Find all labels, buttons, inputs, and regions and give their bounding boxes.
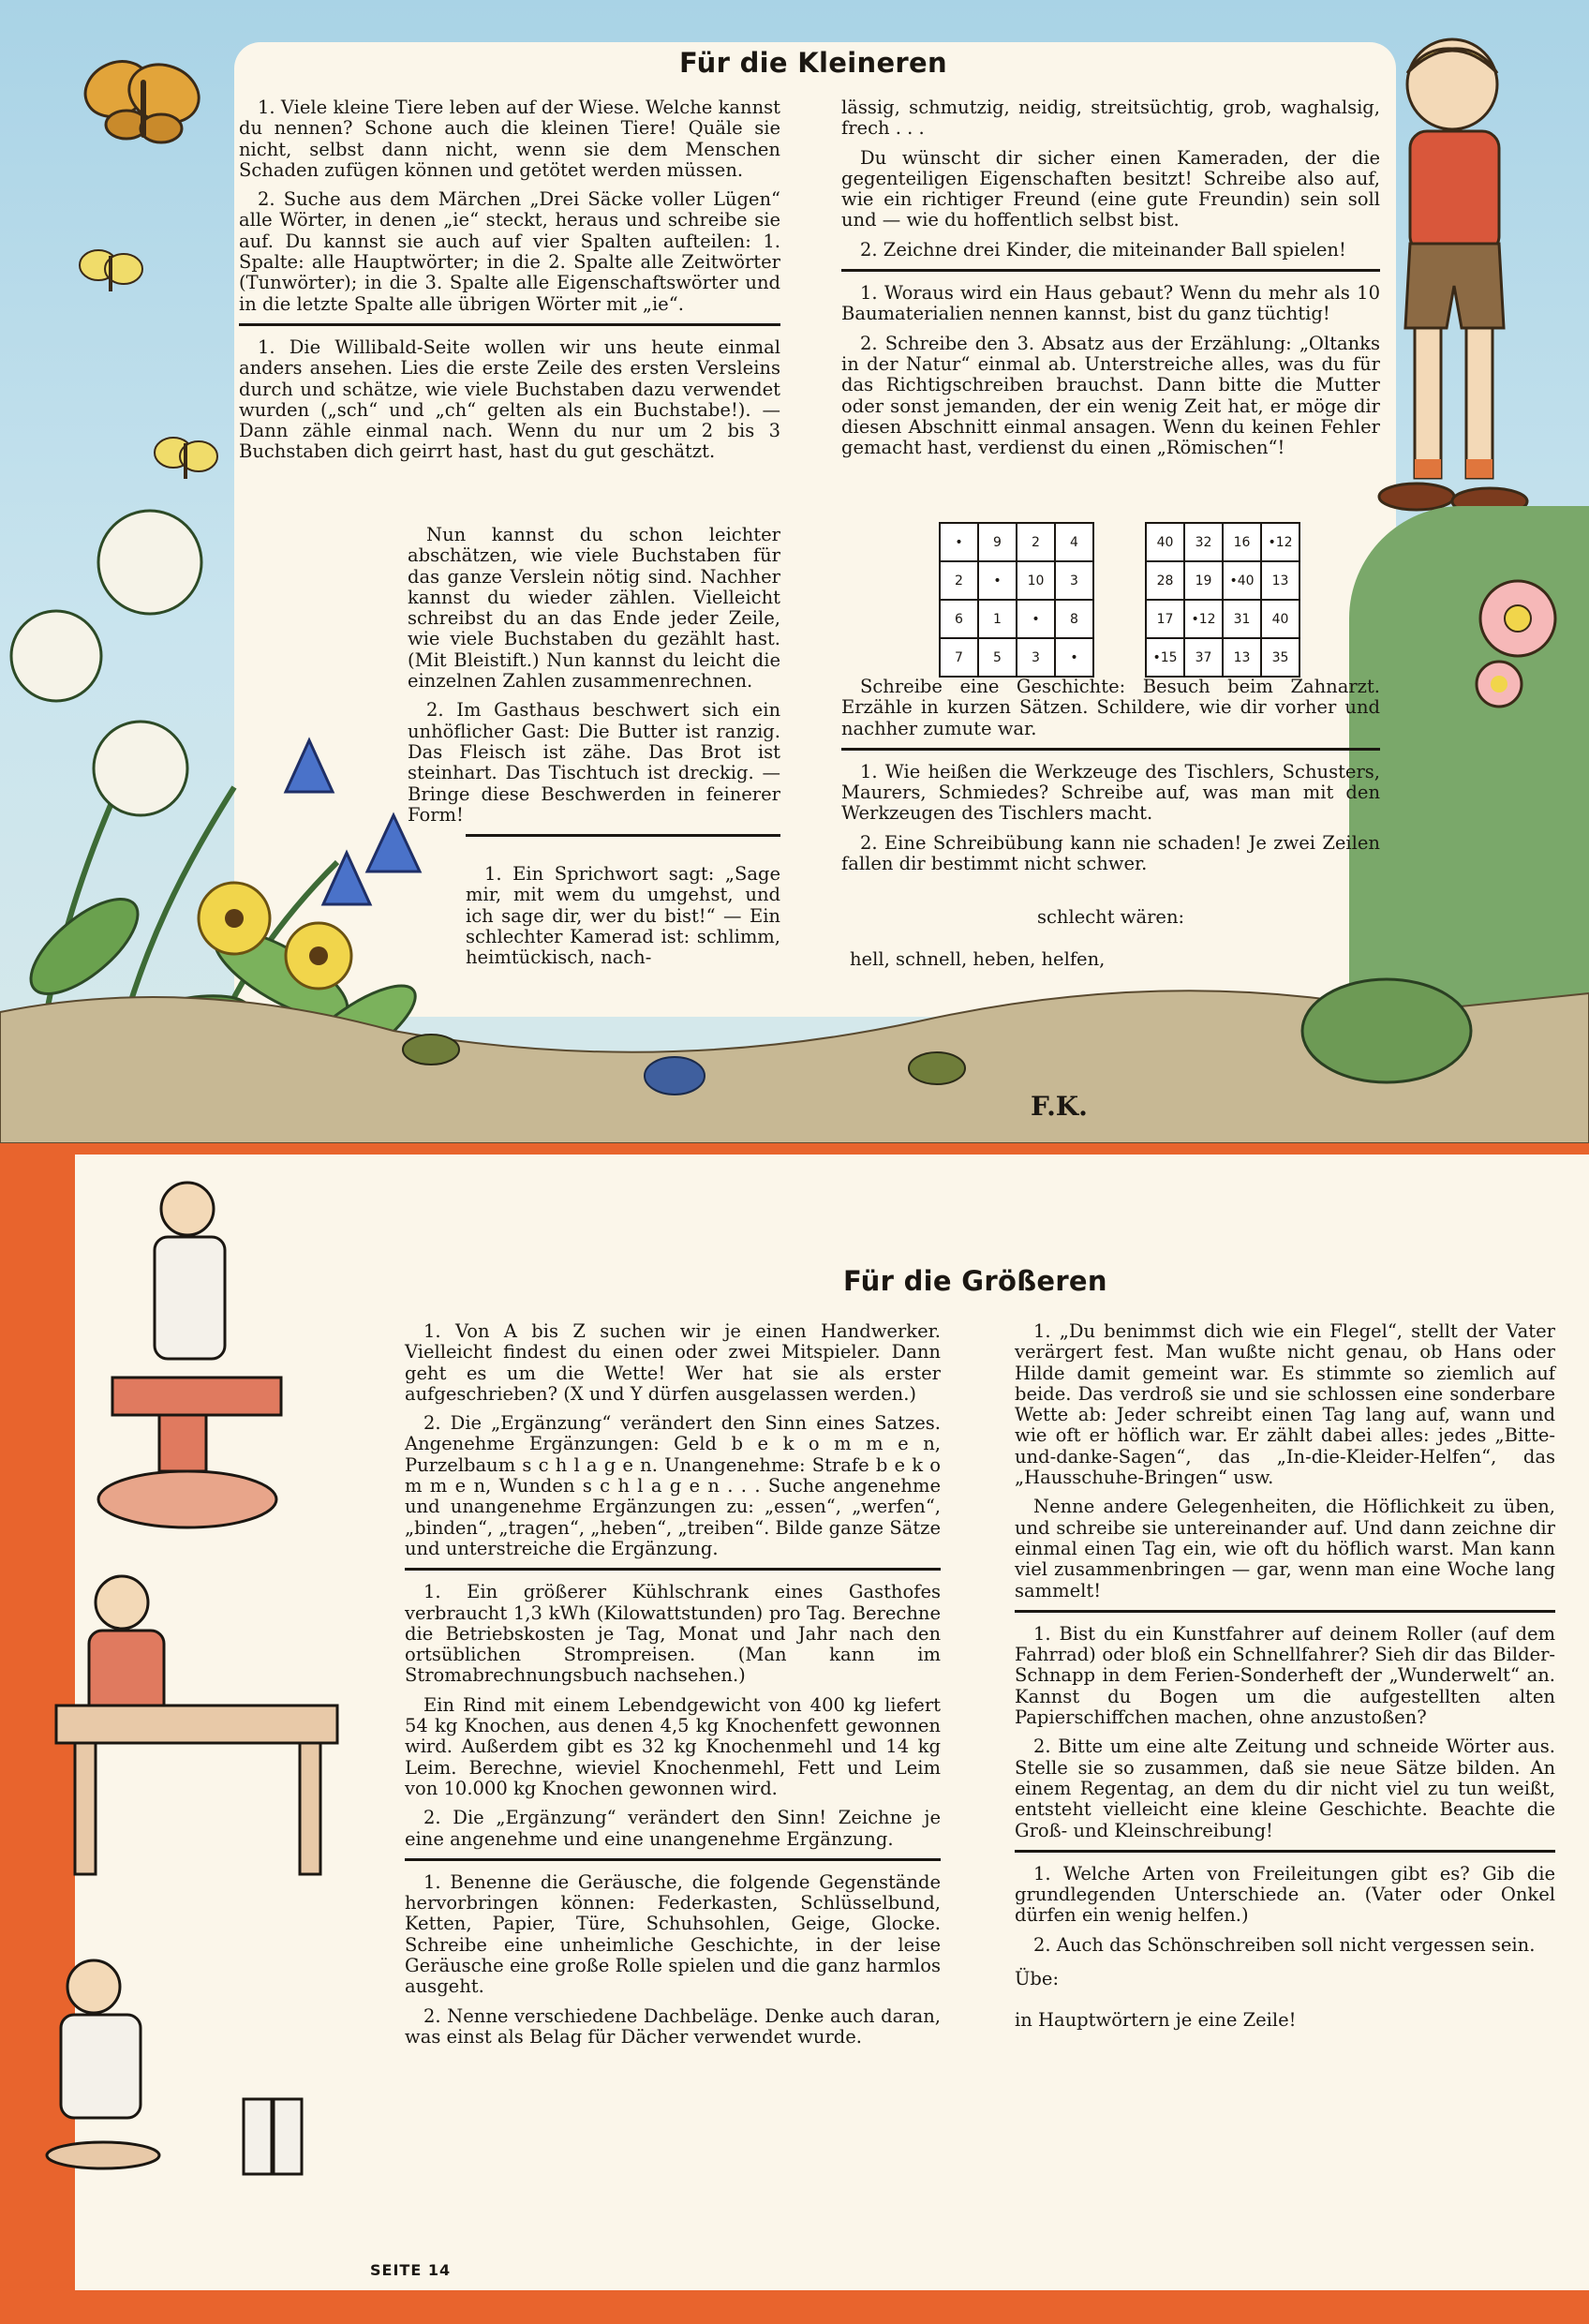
grid-cell: 31 bbox=[1223, 600, 1261, 638]
task-paragraph: Schreibe eine Geschichte: Besuch beim Zahnarzt. Erzähle in kurzen Sätzen. Schildere, wie dir vorher und nachher zumute war. bbox=[841, 676, 1380, 739]
artist-signature: F.K. bbox=[1031, 1091, 1088, 1122]
task-paragraph: 1. Benenne die Geräusche, die folgende Gegenstände hervorbringen können: Federkasten, Schlüsselbund, Ketten, Papier, Türe, Schuhsohlen, Geige, Glocke. Schreibe eine unheimliche Geschichte, in der leise Geräusche eine große Rolle spielen und die ganz harmlos ausgeht. bbox=[405, 1870, 941, 1998]
grid-cell: 10 bbox=[1017, 561, 1055, 600]
section-title-kleinere: Für die Kleineren bbox=[679, 47, 947, 79]
task-paragraph: 1. Von A bis Z suchen wir je einen Handwerker. Vielleicht findest du einen oder zwei Mitspieler. Dann geht es um die Wette! Wer hat sie als erster aufgeschrieben? (X und Y dürfen ausgelassen werden.) bbox=[405, 1320, 941, 1405]
task-paragraph: 1. Welche Arten von Freileitungen gibt es? Gib die grundlegenden Unterschiede an. (Vater oder Onkel dürfen ein wenig helfen.) bbox=[1015, 1862, 1555, 1927]
section-divider bbox=[466, 834, 780, 837]
writing-exercise-words: hell, schnell, heben, helfen, bbox=[850, 948, 1106, 970]
bottom-left-column bbox=[405, 1321, 941, 2056]
section-title-groessere: Für die Größeren bbox=[843, 1265, 1107, 1297]
task-paragraph: 2. Auch das Schönschreiben soll nicht vergessen sein. bbox=[1033, 1933, 1536, 1956]
grid-cell: 2 bbox=[1017, 523, 1055, 561]
section-divider bbox=[841, 269, 1380, 272]
top-right-column bbox=[841, 97, 1380, 467]
section-divider bbox=[405, 1568, 941, 1571]
task-paragraph: 1. Ein Sprichwort sagt: „Sage mir, mit wem du umgehst, und ich sage dir, wer du bist!“ — Ein schlechter Kamerad ist: schlimm, heimtückisch, nach- bbox=[466, 863, 780, 969]
task-paragraph: 1. Wie heißen die Werkzeuge des Tischlers, Schusters, Maurers, Schmiedes? Schreibe auf, was man mit den Werkzeugen des Tischlers macht. bbox=[841, 760, 1380, 825]
grid-cell: 3 bbox=[1055, 561, 1093, 600]
grid-cell: 1 bbox=[978, 600, 1017, 638]
grid-cell: • bbox=[940, 523, 978, 561]
number-grid-2 bbox=[1145, 522, 1300, 678]
grid-cell: • bbox=[1055, 638, 1093, 677]
grid-cell: 9 bbox=[978, 523, 1017, 561]
grid-cell: 3 bbox=[1017, 638, 1055, 677]
grid-cell: 32 bbox=[1184, 523, 1223, 561]
writing-exercise-label: schlecht wären: bbox=[1037, 906, 1185, 928]
grid-cell: •12 bbox=[1261, 523, 1299, 561]
task-paragraph: Nenne andere Gelegenheiten, die Höflichkeit zu üben, und schreibe sie untereinander auf. Und dann zeichne dir einmal einen Tag ein, wie oft du höflich warst. Man kann viel zusammenbringen — gar, wenn man eine Woche lang sammelt! bbox=[1015, 1496, 1555, 1601]
task-paragraph: 1. Die Willibald-Seite wollen wir uns heute einmal anders ansehen. Lies die erste Zeile des ersten Versleins durch und schätze, wie viele Buchstaben dazu verwendet wurden („sch“ und „ch“ gelten als ein Buchstabe!). — Dann zähle einmal nach. Wenn du nur um 2 bis 3 Buchstaben dich geirrt hast, hast du gut geschätzt. bbox=[239, 335, 780, 463]
top-left-column-narrow-2 bbox=[466, 864, 780, 976]
task-paragraph: 2. Die „Ergänzung“ verändert den Sinn! Zeichne je eine angenehme und eine unangenehme Ergänzung. bbox=[405, 1807, 941, 1850]
grid-cell: 19 bbox=[1184, 561, 1223, 600]
top-right-column-lower bbox=[841, 677, 1380, 883]
task-paragraph: 1. Woraus wird ein Haus gebaut? Wenn du mehr als 10 Baumaterialien nennen kannst, bist du ganz tüchtig! bbox=[841, 282, 1380, 325]
section-divider bbox=[405, 1858, 941, 1861]
task-paragraph: 2. Zeichne drei Kinder, die miteinander Ball spielen! bbox=[860, 238, 1346, 261]
top-left-column bbox=[239, 97, 780, 471]
orange-band bbox=[0, 1143, 1589, 1155]
daisy-illustration bbox=[1462, 562, 1574, 712]
task-paragraph: 2. Schreibe den 3. Absatz aus der Erzählung: „Oltanks in der Natur“ einmal ab. Unterstreiche alles, was du für das Richtigschreiben brauchst. Dann bitte die Mutter oder sonst jemanden, der ein wenig Zeit hat, er möge dir diesen Abschnitt einmal ansagen. Wenn du keinen Fehler gemacht hast, verdienst du einen „Römischen“! bbox=[841, 332, 1380, 459]
grid-cell: • bbox=[1017, 600, 1055, 638]
task-paragraph: 2. Im Gasthaus beschwert sich ein unhöflicher Gast: Die Butter ist ranzig. Das Fleisch ist zähe. Das Brot ist steinhart. Das Tischtuch ist dreckig. — Bringe diese Beschwerden in feinerer Form! bbox=[408, 699, 780, 826]
orange-bottom-band bbox=[0, 2290, 1589, 2324]
grid-cell: 40 bbox=[1261, 600, 1299, 638]
grid-cell: •15 bbox=[1146, 638, 1184, 677]
grid-cell: •40 bbox=[1223, 561, 1261, 600]
section-divider bbox=[1015, 1850, 1555, 1853]
number-grid-1 bbox=[939, 522, 1094, 678]
task-paragraph: 1. Ein größerer Kühlschrank eines Gasthofes verbraucht 1,3 kWh (Kilowattstunden) pro Tag. Berechne die Betriebskosten je Tag, Monat und Jahr nach den ortsüblichen Strompreisen. (Man kann im Stromabrechnungsbuch nachsehen.) bbox=[405, 1581, 941, 1687]
craftsmen-illustration bbox=[19, 1162, 356, 2287]
grid-cell: 8 bbox=[1055, 600, 1093, 638]
task-paragraph: 1. „Du benimmst dich wie ein Flegel“, stellt der Vater verärgert fest. Man wußte nicht genau, ob Hans oder Hilde damit gemeint war. Es stimmte so ziemlich auf beide. Das verdroß sie und sie schlossen eine sonderbare Wette ab: Jeder schreibt einen Tag lang auf, wann und wie oft er höflich war. Er zählt dabei alles: jedes „Bitte-und-danke-Sagen“, das „In-die-Kleider-Helfen“, das „Hausschuhe-Bringen“ usw. bbox=[1015, 1320, 1555, 1489]
grid-cell: 5 bbox=[978, 638, 1017, 677]
grid-cell: 6 bbox=[940, 600, 978, 638]
task-paragraph: 2. Eine Schreibübung kann nie schaden! Je zwei Zeilen fallen dir bestimmt nicht schwer. bbox=[841, 831, 1380, 875]
grid-cell: 37 bbox=[1184, 638, 1223, 677]
bottom-right-column bbox=[1015, 1321, 1555, 2040]
grid-cell: 16 bbox=[1223, 523, 1261, 561]
grid-cell: • bbox=[978, 561, 1017, 600]
task-paragraph: lässig, schmutzig, neidig, streitsüchtig, grob, waghalsig, frech . . . bbox=[841, 97, 1380, 140]
grid-cell: 13 bbox=[1223, 638, 1261, 677]
task-paragraph: in Hauptwörtern je eine Zeile! bbox=[1015, 2009, 1297, 2032]
task-paragraph: 2. Nenne verschiedene Dachbeläge. Denke auch daran, was einst als Belag für Dächer verwendet wurde. bbox=[405, 2004, 941, 2048]
task-paragraph: 1. Bist du ein Kunstfahrer auf deinem Roller (auf dem Fahrrad) oder bloß ein Schnellfahrer? Sieh dir das Bilder-Schnapp in dem Ferien-Sonderheft der „Wunderwelt“ an. Kannst du Bogen um die aufgestellten alten Papierschiffchen machen, ohne anzustoßen? bbox=[1015, 1622, 1555, 1729]
butterfly-illustration bbox=[75, 239, 150, 305]
section-divider bbox=[239, 323, 780, 326]
task-paragraph: 2. Suche aus dem Märchen „Drei Säcke voller Lügen“ alle Wörter, in denen „ie“ steckt, heraus und schreibe sie auf. Du kannst sie auch auf vier Spalten aufteilen: 1. Spalte: alle Hauptwörter; in die 2. Spalte alle Zeitwörter (Tunwörter); in die 3. Spalte alle Eigenschaftswörter und in die letzte Spalte alle übrigen Wörter mit „ie“. bbox=[239, 188, 780, 315]
grid-cell: •12 bbox=[1184, 600, 1223, 638]
task-paragraph: Du wünscht dir sicher einen Kameraden, der die gegenteiligen Eigenschaften besitzt! Schreibe also auf, wie ein richtiger Freund (eine gute Freundin) sein soll und — wie du hoffentlich selbst bist. bbox=[841, 146, 1380, 231]
grid-cell: 17 bbox=[1146, 600, 1184, 638]
task-paragraph: 2. Die „Ergänzung“ verändert den Sinn eines Satzes. Angenehme Ergänzungen: Geld b e k o m m e n, Purzelbaum s c h l a g e n. Unangenehme: Strafe b e k o m m e n, Wunden s c h l a g e n . . . Suche angenehme und unangenehme Ergänzungen zu: „essen“, „werfen“, „binden“, „tragen“, „heben“, „treiben“. Bilde ganze Sätze und unterstreiche die Ergänzung. bbox=[405, 1412, 941, 1559]
child-illustration bbox=[1349, 28, 1565, 553]
butterfly-illustration bbox=[150, 426, 225, 492]
butterfly-illustration bbox=[75, 52, 206, 155]
grid-cell: 40 bbox=[1146, 523, 1184, 561]
grid-cell: 28 bbox=[1146, 561, 1184, 600]
grid-cell: 13 bbox=[1261, 561, 1299, 600]
grid-cell: 4 bbox=[1055, 523, 1093, 561]
section-divider bbox=[1015, 1610, 1555, 1613]
page-number: SEITE 14 bbox=[370, 2261, 452, 2279]
task-paragraph: Nun kannst du schon leichter abschätzen, wie viele Buchstaben für das ganze Verslein nötig sind. Nachher kannst du wieder zählen. Vielleicht schreibst du an das Ende jeder Zeile, wie viele Buchstaben du gezählt hast. (Mit Bleistift.) Nun kannst du leicht die einzelnen Zahlen zusammenrechnen. bbox=[408, 524, 780, 693]
task-paragraph: Ein Rind mit einem Lebendgewicht von 400 kg liefert 54 kg Knochen, aus denen 4,5 kg Knochenfett gewonnen wird. Außerdem gibt es 32 kg Knochenmehl und 14 kg Leim. Berechne, wieviel Knochenmehl, Fett und Leim von 10.000 kg Knochen gewonnen wird. bbox=[405, 1693, 941, 1799]
ground-strip bbox=[0, 975, 1589, 1143]
grid-cell: 2 bbox=[940, 561, 978, 600]
task-paragraph: 2. Bitte um eine alte Zeitung und schneide Wörter aus. Stelle sie so zusammen, daß sie neue Sätze bilden. An einem Regentag, an dem du dir nicht viel zu tun weißt, entsteht vielleicht eine kleine Geschichte. Beachte die Groß- und Kleinschreibung! bbox=[1015, 1736, 1555, 1841]
grid-cell: 35 bbox=[1261, 638, 1299, 677]
top-left-column-narrow bbox=[408, 525, 780, 848]
grid-cell: 7 bbox=[940, 638, 978, 677]
section-divider bbox=[841, 748, 1380, 751]
task-paragraph: 1. Viele kleine Tiere leben auf der Wiese. Welche kannst du nennen? Schone auch die kleinen Tiere! Quäle sie nicht, selbst dann nicht, wenn sie dem Menschen Schaden zufügen können und getötet werden müssen. bbox=[239, 97, 780, 181]
task-paragraph: Übe: bbox=[1015, 1968, 1060, 1990]
